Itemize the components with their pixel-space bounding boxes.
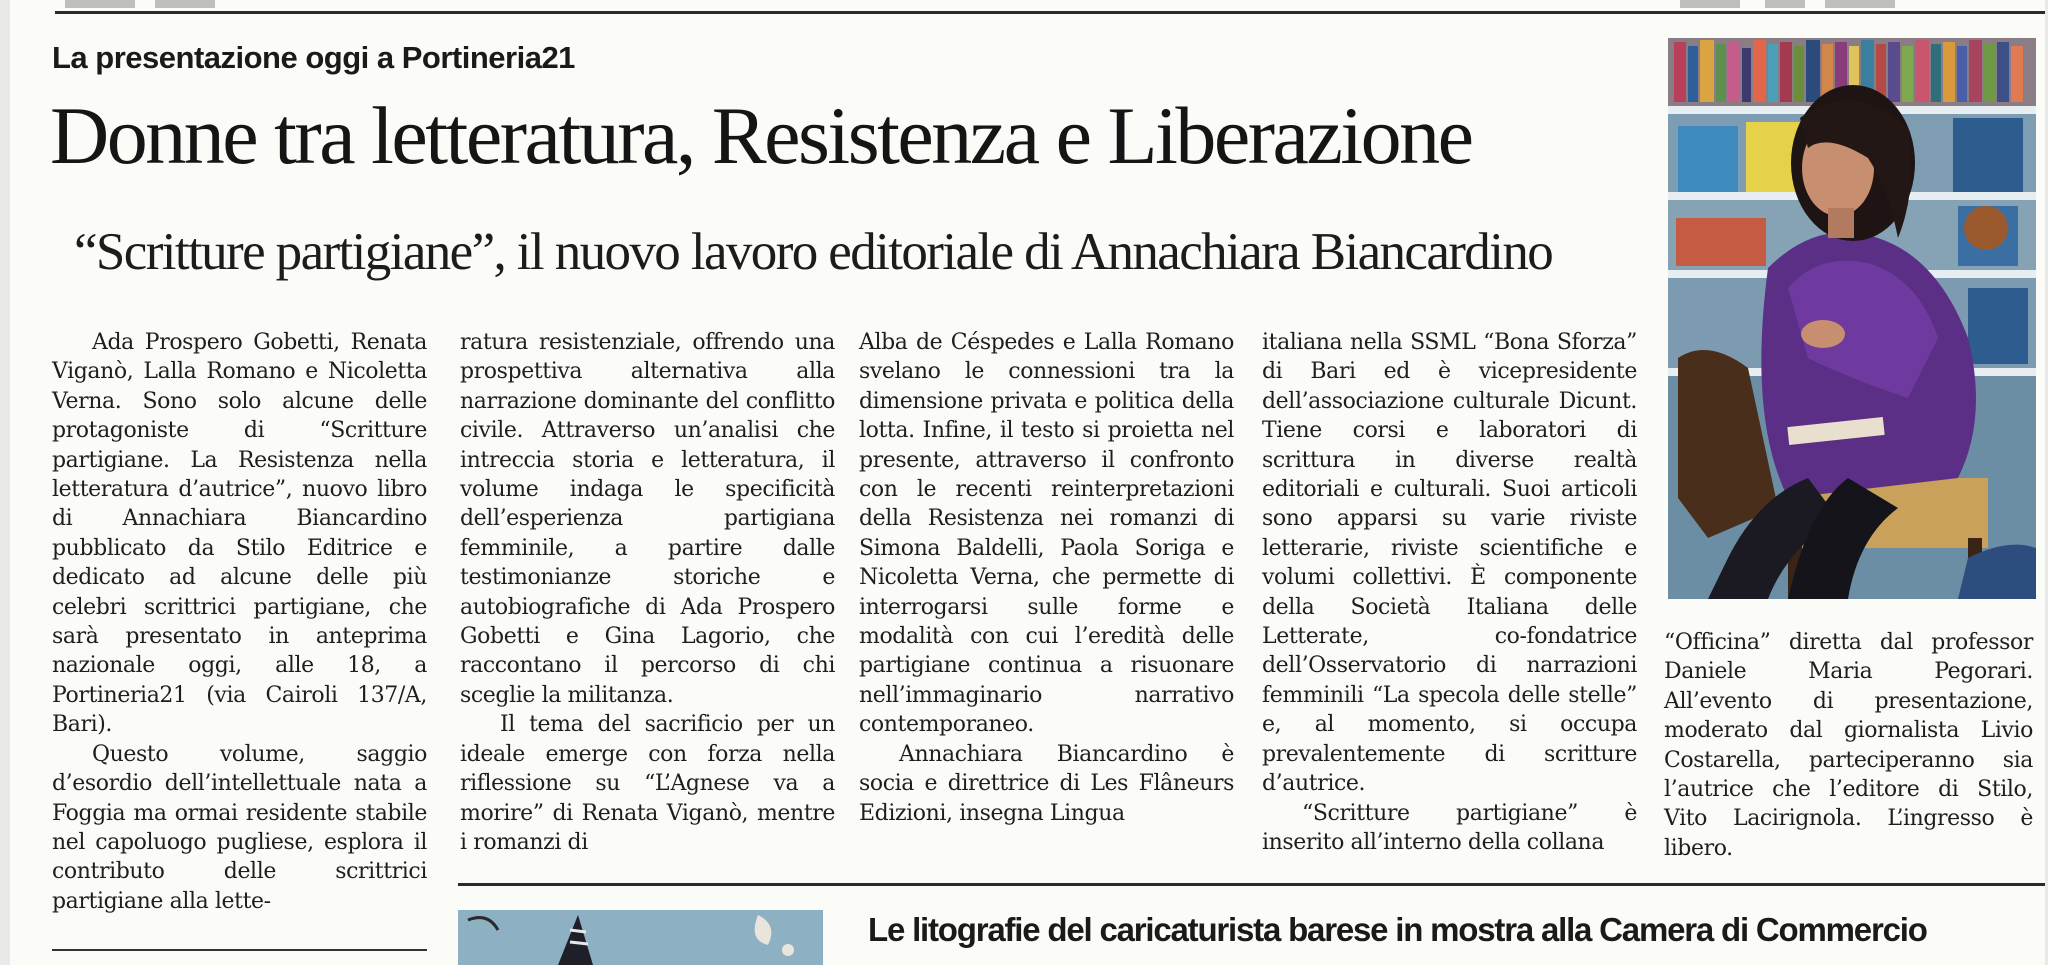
article-headline: Donne tra letteratura, Resistenza e Liberazione xyxy=(50,90,1472,181)
paragraph: Alba de Céspedes e Lalla Romano svelano le connessioni tra la dimensione privata e politica della lotta. Infine, il testo si proietta nel presente, attraverso il confronto con le recenti reinterpretazioni della Resistenza nei romanzi di Simona Baldelli, Paola Soriga e Nicoletta Verna, che permette di interrogarsi sulle forme e modalità con cui l’eredità delle partigiane continua a risuonare nell’immaginario narrativo contemporaneo. xyxy=(859,330,1234,738)
column-end-rule xyxy=(52,949,427,951)
paragraph: Questo volume, saggio d’esordio dell’intellettuale nata a Foggia ma ormai residente stabile nel capoluogo pugliese, esplora il contributo delle scrittrici partigiane alla lette- xyxy=(52,741,427,914)
next-article-headline: Le litografie del caricaturista barese in mostra alla Camera di Commercio xyxy=(868,911,1927,948)
paragraph: italiana nella SSML “Bona Sforza” di Bari ed è vicepresidente dell’associazione culturale Dicunt. Tiene corsi e laboratori di scrittura in diverse realtà editoriali e culturali. Suoi articoli sono apparsi su varie riviste letterarie, riviste scientifiche e volumi collettivi. È componente della Società Italiana delle Letterate, co-fondatrice dell’Osservatorio di narrazioni femminili “La specola delle stelle” e, al momento, si occupa prevalentemente di scritture d’autrice. xyxy=(1262,330,1637,797)
newspaper-page xyxy=(10,0,2045,965)
paragraph: “Scritture partigiane” è inserito all’interno della collana xyxy=(1262,800,1637,855)
top-rule-strip xyxy=(55,0,2045,14)
body-column-4 xyxy=(1262,328,1637,857)
paragraph: Ada Prospero Gobetti, Renata Viganò, Lalla Romano e Nicoletta Verna. Sono solo alcune delle protagoniste di “Scritture partigiane. La Resistenza nella letteratura d’autrice”, nuovo libro di Annachiara Biancardino pubblicato da Stilo Editrice e dedicato ad alcune delle più celebri scrittrici partigiane, che sarà presentato in anteprima nazionale oggi, alle 18, a Portineria21 (via Cairoli 137/A, Bari). xyxy=(52,330,427,738)
paragraph: “Officina” diretta dal professor Daniele Maria Pegorari. All’evento di presentazione, moderato dal giornalista Livio Costarella, parteciperanno sia l’autrice che l’editore di Stilo, Vito Lacirignola. L’ingresso è libero. xyxy=(1664,630,2033,861)
paragraph: Il tema del sacrificio per un ideale emerge con forza nella riflessione su “L’Agnese va a morire” di Renata Viganò, mentre i romanzi di xyxy=(460,712,835,855)
body-column-3 xyxy=(859,328,1234,828)
body-column-2 xyxy=(460,328,835,857)
author-photo xyxy=(1668,38,2036,599)
article-subhead: “Scritture partigiane”, il nuovo lavoro editoriale di Annachiara Biancardino xyxy=(74,223,1553,281)
paragraph: Annachiara Biancardino è socia e direttrice di Les Flâneurs Edizioni, insegna Lingua xyxy=(859,741,1234,826)
lithograph-thumbnail xyxy=(458,910,823,965)
body-column-1 xyxy=(52,328,427,916)
section-divider xyxy=(458,883,2045,886)
body-column-5 xyxy=(1664,628,2033,863)
article-kicker: La presentazione oggi a Portineria21 xyxy=(52,40,575,75)
paragraph: ratura resistenziale, offrendo una prospettiva alternativa alla narrazione dominante del conflitto civile. Attraverso un’analisi che intreccia storia e letteratura, il volume indaga le specificità dell’esperienza partigiana femminile, a partire dalle testimonianze storiche e autobiografiche di Ada Prospero Gobetti e Gina Lagorio, che raccontano il percorso di chi sceglie la militanza. xyxy=(460,330,835,708)
